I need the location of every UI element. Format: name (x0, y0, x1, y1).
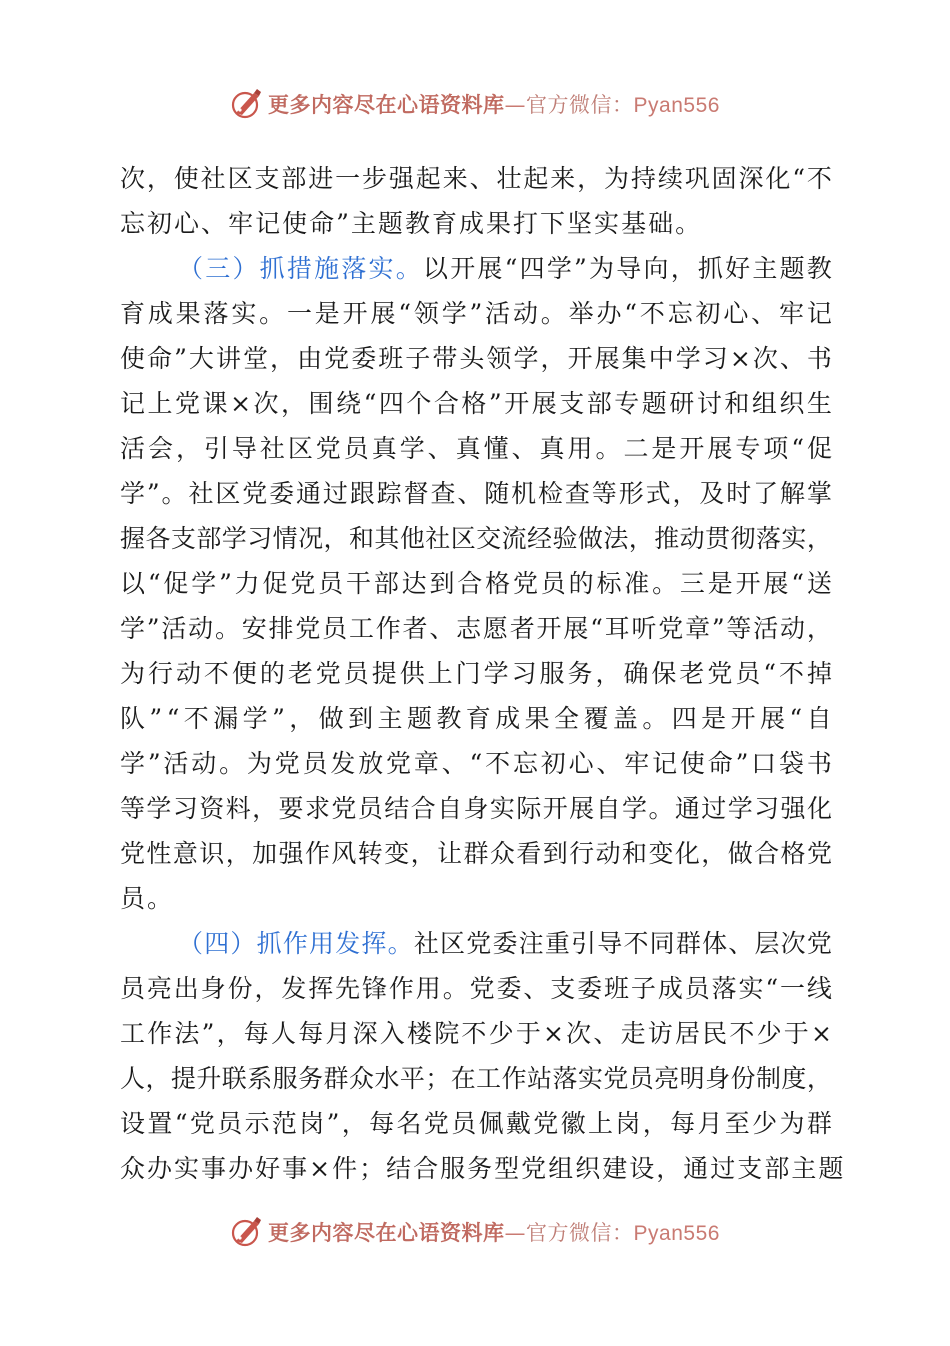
watermark-wechat-id: Pyan556 (633, 1222, 720, 1245)
text-line: 等 学 习 资 料 ， 要 求 党 员 结 合 自 身 实 际 开 展 自 学 。 通 过 学 习 强 化 (120, 794, 832, 823)
text-line: 以 “ 促 学 ” 力 促 党 员 干 部 达 到 合 格 党 员 的 标 准 。 三 是 开 展 “ 送 (120, 569, 832, 598)
header-watermark (0, 84, 950, 124)
text-line: 学 ” 活 动 。 安 排 党 员 工 作 者 、 志 愿 者 开 展 “ 耳 听 党 章 ” 等 活 动 ， (120, 614, 832, 643)
text-line: 活 会 ， 引 导 社 区 党 员 真 学 、 真 懂 、 真 用 。 二 是 开 展 专 项 “ 促 (120, 434, 832, 463)
watermark-dash: — (504, 93, 527, 117)
text-line: 育 成 果 落 实 。 一 是 开 展 “ 领 学 ” 活 动 。 举 办 “ 不 忘 初 心 、 牢 记 (120, 299, 832, 328)
watermark-wechat-label: 官方微信： (526, 93, 634, 117)
text-line: 学 ” 。 社 区 党 委 通 过 跟 踪 督 查 、 随 机 检 查 等 形 式 ， 及 时 了 解 掌 (120, 479, 832, 508)
watermark-dash: — (504, 1221, 527, 1245)
text-line: 众 办 实 事 办 好 事 × 件 ； 结 合 服 务 型 党 组 织 建 设 ， 通 过 支 部 主 题 (120, 1154, 846, 1183)
document-body (120, 156, 846, 1191)
watermark-wechat-label: 官方微信： (526, 1221, 634, 1245)
text-line: 设 置 “ 党 员 示 范 岗 ” ， 每 名 党 员 佩 戴 党 徽 上 岗 ， 每 月 至 少 为 群 (120, 1109, 832, 1138)
watermark-brand: 更多内容尽在心语资料库 (268, 93, 505, 117)
text-line: 员 亮 出 身 份 ， 发 挥 先 锋 作 用 。 党 委 、 支 委 班 子 成 员 落 实 “ 一 线 (120, 974, 832, 1003)
pen-circle-logo-icon (230, 1215, 264, 1249)
watermark-brand: 更多内容尽在心语资料库 (268, 1221, 505, 1245)
pen-circle-logo-icon (230, 87, 264, 121)
text-line: 握 各 支 部 学 习 情 况 ， 和 其 他 社 区 交 流 经 验 做 法 ， 推 动 贯 彻 落 实 ， (120, 524, 832, 553)
watermark-text (268, 1217, 720, 1247)
text-line: 为 行 动 不 便 的 老 党 员 提 供 上 门 学 习 服 务 ， 确 保 老 党 员 “ 不 掉 (120, 659, 832, 688)
watermark-wechat-id: Pyan556 (633, 94, 720, 117)
text-line: （ 四 ） 抓 作 用 发 挥 。 社 区 党 委 注 重 引 导 不 同 群 体 、 层 次 党 (178, 929, 832, 958)
text-line: 次 ， 使 社 区 支 部 进 一 步 强 起 来 、 壮 起 来 ， 为 持 续 巩 固 深 化 “ 不 (120, 164, 832, 193)
text-line: 工 作 法 ” ， 每 人 每 月 深 入 楼 院 不 少 于 × 次 、 走 访 居 民 不 少 于 × (120, 1019, 832, 1048)
text-line: 使 命 ” 大 讲 堂 ， 由 党 委 班 子 带 头 领 学 ， 开 展 集 中 学 习 × 次 、 书 (120, 344, 832, 373)
text-line: 党 性 意 识 ， 加 强 作 风 转 变 ， 让 群 众 看 到 行 动 和 变 化 ， 做 合 格 党 (120, 839, 832, 868)
text-line: （ 三 ） 抓 措 施 落 实 。 以 开 展 “ 四 学 ” 为 导 向 ， 抓 好 主 题 教 (178, 254, 832, 283)
text-line: 记 上 党 课 × 次 ， 围 绕 “ 四 个 合 格 ” 开 展 支 部 专 题 研 讨 和 组 织 生 (120, 389, 832, 418)
text-line: 员 。 (120, 884, 175, 913)
text-line: 人 ， 提 升 联 系 服 务 群 众 水 平 ； 在 工 作 站 落 实 党 员 亮 明 身 份 制 度 ， (120, 1064, 832, 1093)
text-line: 忘 初 心 、 牢 记 使 命 ” 主 题 教 育 成 果 打 下 坚 实 基 础 。 (120, 209, 703, 238)
footer-watermark (0, 1212, 950, 1252)
watermark-text (268, 89, 720, 119)
text-line: 学 ” 活 动 。 为 党 员 发 放 党 章 、 “ 不 忘 初 心 、 牢 记 使 命 ” 口 袋 书 (120, 749, 832, 778)
text-line: 队 ” “ 不 漏 学 ” ， 做 到 主 题 教 育 成 果 全 覆 盖 。 四 是 开 展 “ 自 (120, 704, 832, 733)
